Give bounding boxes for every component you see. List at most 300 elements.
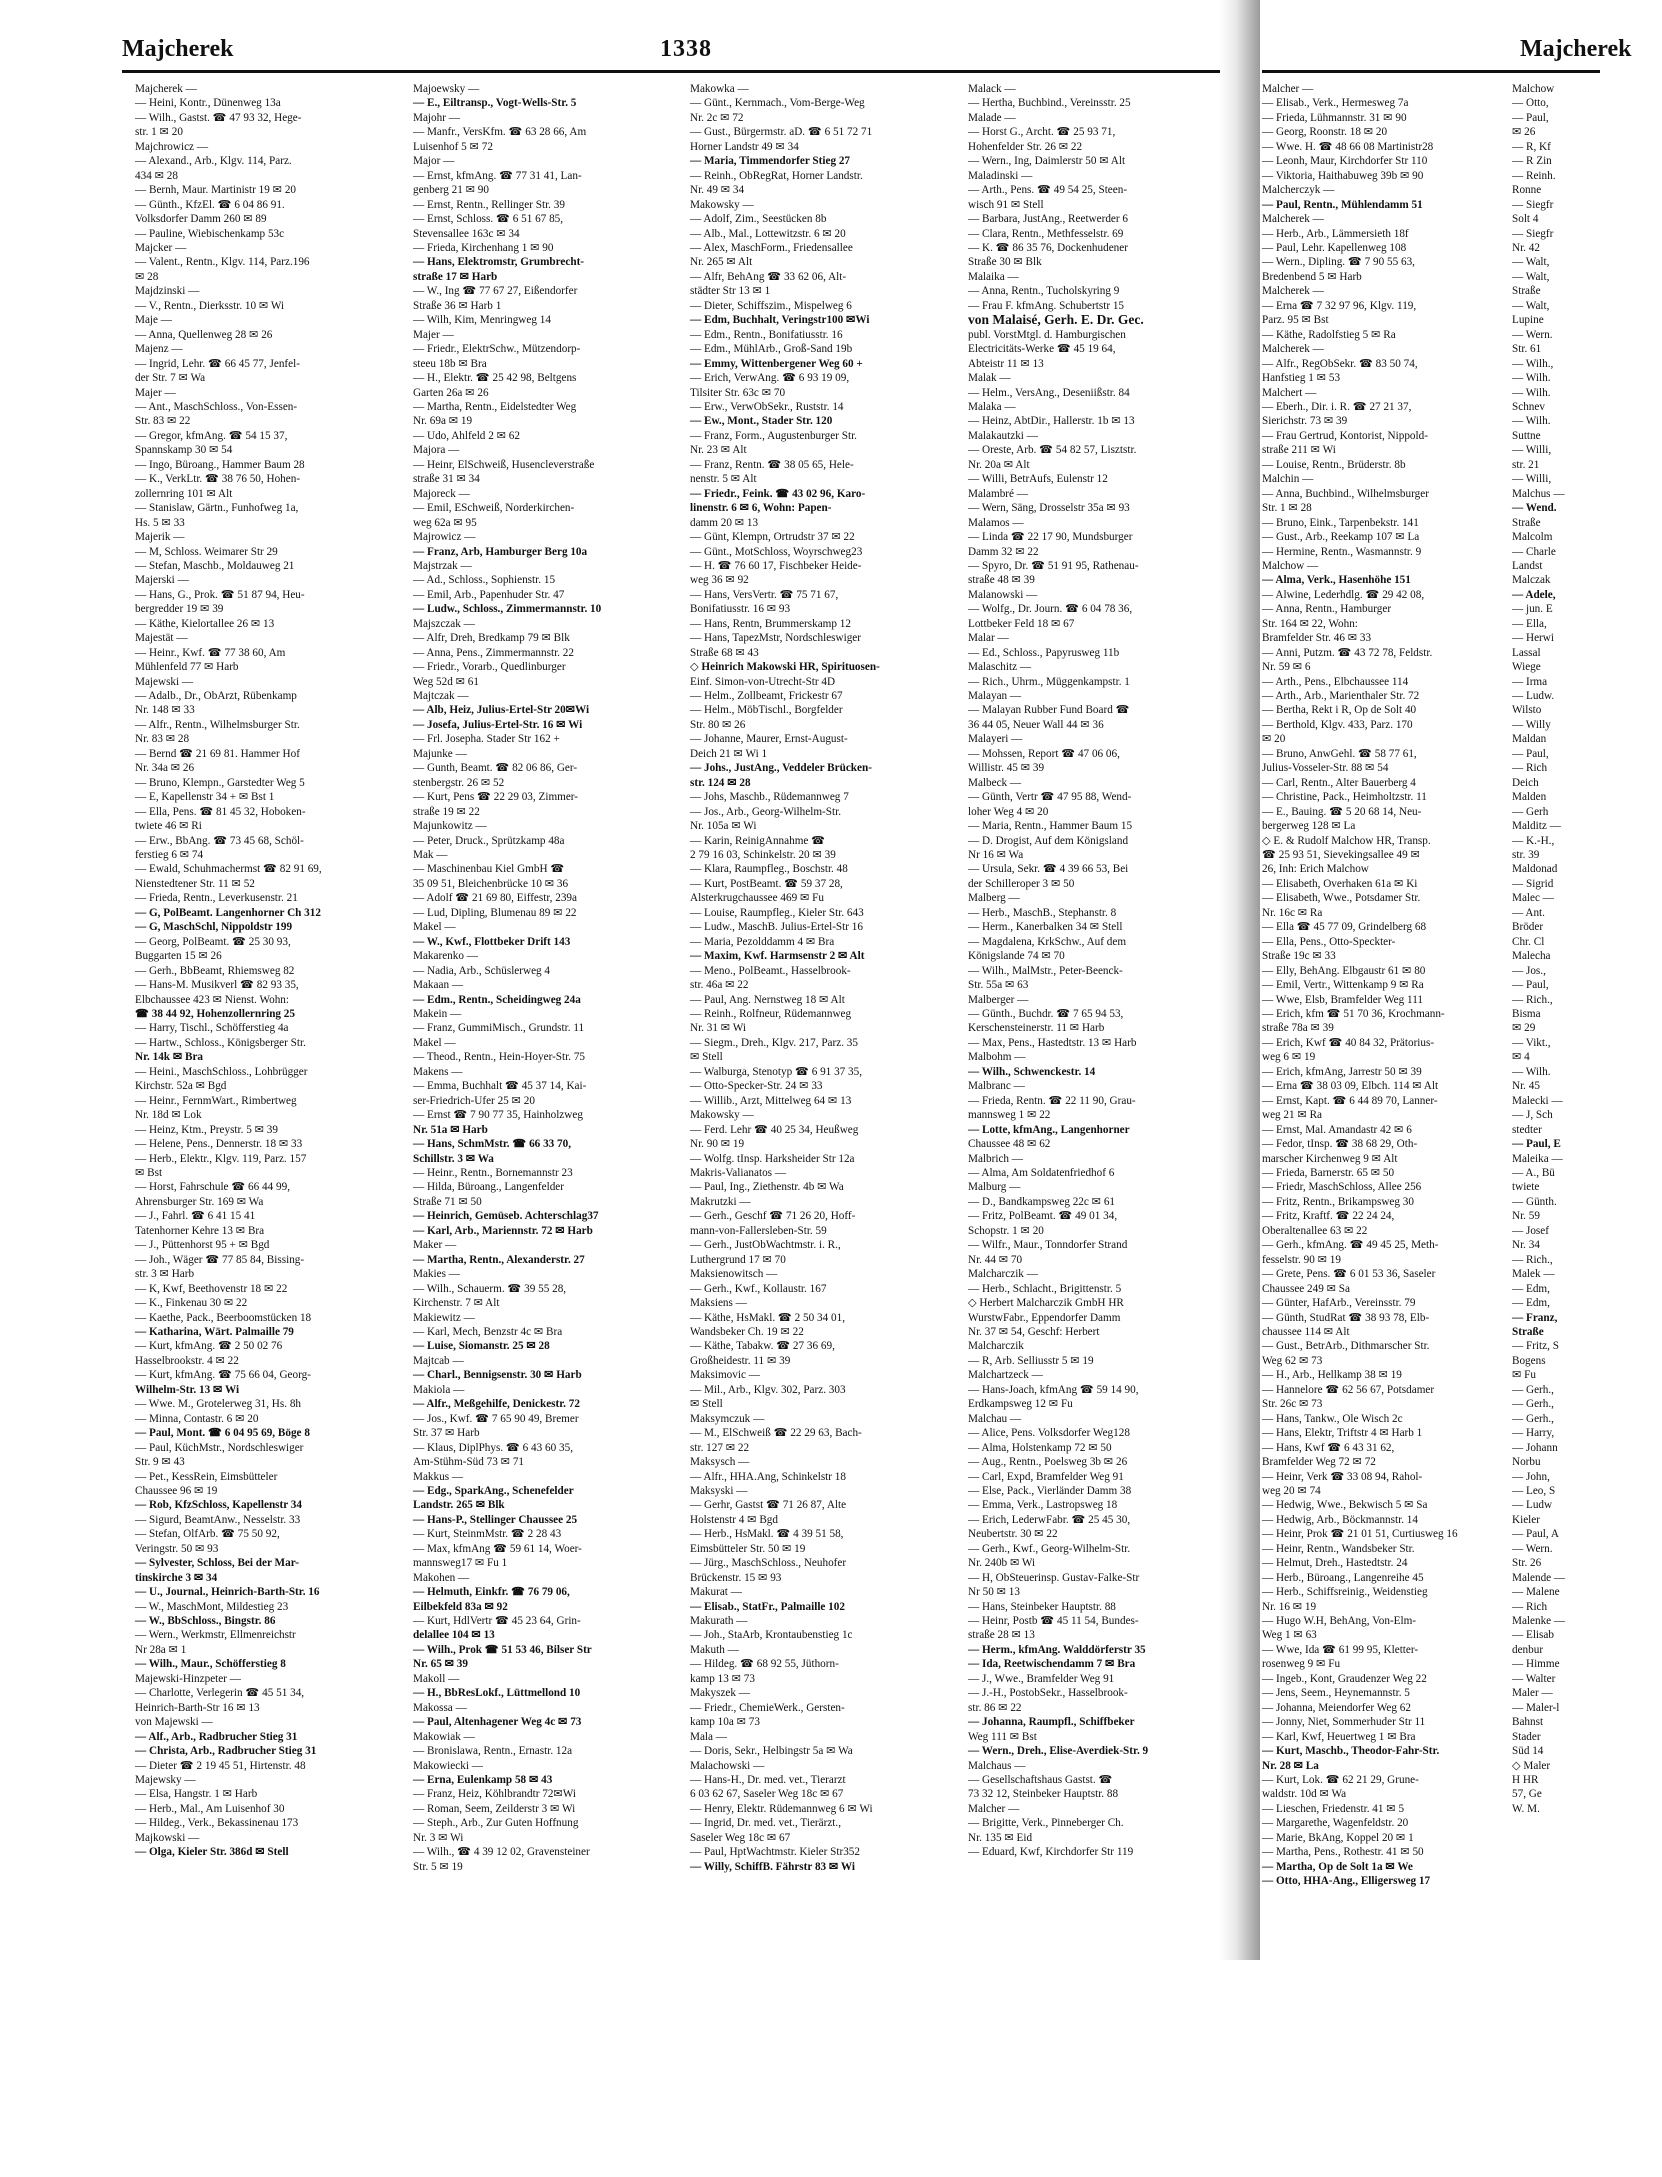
directory-entry-line: — Luise, Siomanstr. 25 ✉ 28: [413, 1340, 550, 1353]
directory-entry-line: — Kurt, kfmAng. ☎ 2 50 02 76: [135, 1340, 283, 1353]
directory-entry-line: — K. ☎ 86 35 76, Dockenhudener: [968, 241, 1128, 254]
directory-entry-line: str. 39: [1512, 849, 1540, 862]
directory-entry-line: — Karl, Kwf, Heuertweg 1 ✉ Bra: [1262, 1730, 1416, 1743]
directory-entry-line: — Karin, ReinigAnnahme ☎: [690, 834, 826, 847]
directory-entry-line: — Lotte, kfmAng., Langenhorner: [968, 1123, 1130, 1136]
directory-entry-line: — Willib., Arzt, Mittelweg 64 ✉ 13: [690, 1094, 852, 1107]
directory-entry-line: Nr. 44 ✉ 70: [968, 1253, 1023, 1266]
directory-entry-line: Malditz —: [1512, 820, 1561, 833]
directory-entry-line: — Fritz, Kraftf. ☎ 22 24 24,: [1262, 1210, 1395, 1223]
directory-entry-line: — Elisabeth, Overhaken 61a ✉ Ki: [1262, 877, 1418, 890]
directory-entry-line: — Heinr., Kwf. ☎ 77 38 60, Am: [135, 646, 286, 659]
directory-entry-line: Malchert —: [1262, 386, 1317, 399]
directory-entry-line: Maksyski —: [690, 1484, 748, 1497]
directory-entry-line: Nr. 59 ✉ 6: [1262, 661, 1311, 674]
directory-entry-line: — Rich.,: [1512, 993, 1553, 1006]
directory-entry-line: — jun. E: [1512, 603, 1553, 616]
directory-entry-line: Makiewitz —: [413, 1311, 475, 1324]
directory-entry-line: Horner Landstr 49 ✉ 34: [690, 140, 799, 153]
directory-entry-line: — Sigurd, BeamtAnw., Nesselstr. 33: [135, 1513, 301, 1526]
directory-entry-line: Majoreck —: [413, 487, 470, 500]
directory-entry-line: chaussee 114 ✉ Alt: [1262, 1325, 1350, 1338]
directory-entry-line: — G, MaschSchl, Nippoldstr 199: [135, 921, 293, 934]
directory-entry-line: weg 36 ✉ 92: [690, 574, 749, 587]
directory-entry-line: — R, Kf: [1512, 140, 1551, 153]
directory-entry-line: — Alma, Holstenkamp 72 ✉ 50: [968, 1441, 1112, 1454]
directory-entry-line: — Hans-P., Stellinger Chaussee 25: [413, 1513, 578, 1526]
directory-entry-line: — Alice, Pens. Volksdorfer Weg128: [968, 1427, 1130, 1440]
directory-entry-line: — Friedr, MaschSchloss, Allee 256: [1262, 1181, 1422, 1194]
directory-entry-line: — Theod., Rentn., Hein-Hoyer-Str. 75: [413, 1051, 586, 1064]
directory-entry-line: Makies —: [413, 1268, 460, 1281]
directory-entry-line: Makarenko —: [413, 950, 478, 963]
directory-entry-line: Tilsiter Str. 63c ✉ 70: [690, 386, 786, 399]
directory-entry-line: Nr. 14k ✉ Bra: [135, 1051, 204, 1064]
directory-entry-line: Nr 50 ✉ 13: [968, 1586, 1020, 1599]
directory-entry-line: H HR: [1512, 1774, 1539, 1787]
directory-entry-line: — Otto, HHA-Ang., Elligersweg 17: [1262, 1875, 1431, 1888]
directory-entry-line: — Willi,: [1512, 444, 1552, 457]
directory-entry-line: Str. 1 ✉ 28: [1262, 502, 1312, 515]
directory-entry-line: Schillstr. 3 ✉ Wa: [413, 1152, 494, 1165]
directory-entry-line: Nr. 135 ✉ Eid: [968, 1831, 1033, 1844]
directory-entry-line: Malanowski —: [968, 588, 1038, 601]
directory-entry-line: — Ant.: [1512, 906, 1545, 919]
directory-entry-line: str. 127 ✉ 22: [690, 1441, 750, 1454]
directory-entry-line: 35 09 51, Bleichenbrücke 10 ✉ 36: [413, 877, 569, 890]
directory-entry-line: Malchartzeck —: [968, 1369, 1043, 1382]
directory-entry-line: Majora —: [413, 444, 460, 457]
directory-entry-line: Mühlenfeld 77 ✉ Harb: [135, 661, 239, 674]
directory-entry-line: — Hildeg. ☎ 68 92 55, Jüthorn-: [690, 1658, 839, 1671]
directory-entry-line: ✉ Stell: [690, 1051, 723, 1064]
directory-entry-line: kamp 13 ✉ 73: [690, 1672, 755, 1685]
directory-entry-line: — Erich, VerwAng. ☎ 6 93 19 09,: [690, 372, 850, 385]
directory-entry-line: — Alma, Verk., Hasenhöhe 151: [1262, 574, 1411, 587]
directory-entry-line: Deich: [1512, 776, 1539, 789]
directory-entry-line: Nr. 16c ✉ Ra: [1262, 906, 1323, 919]
directory-entry-line: Makowsky —: [690, 198, 754, 211]
directory-entry-line: Malchow —: [1262, 559, 1319, 572]
directory-entry-line: — Charl., Bennigsenstr. 30 ✉ Harb: [413, 1369, 582, 1382]
directory-entry-line: — Wern., Ing, Daimlerstr 50 ✉ Alt: [968, 155, 1126, 168]
directory-entry-line: — Georg, Roonstr. 18 ✉ 20: [1262, 126, 1388, 139]
directory-entry-line: W. M.: [1512, 1802, 1540, 1815]
directory-entry-line: — Kurt, PostBeamt. ☎ 59 37 28,: [690, 877, 843, 890]
directory-entry-line: Maladinski —: [968, 169, 1033, 182]
directory-entry-line: — Helm., MöbTischl., Borgfelder: [690, 704, 843, 717]
directory-entry-line: — Anna, Pens., Zimmermannstr. 22: [413, 646, 574, 659]
directory-entry-line: Malcharczik: [968, 1340, 1024, 1353]
directory-entry-line: — Gunth, Beamt. ☎ 82 06 86, Ger-: [413, 762, 578, 775]
directory-entry-line: — Wern.: [1512, 1542, 1553, 1555]
directory-entry-line: Malachowski —: [690, 1759, 765, 1772]
directory-entry-line: — Ingo, Büroang., Hammer Baum 28: [135, 458, 305, 471]
directory-entry-line: Straße 68 ✉ 43: [690, 646, 759, 659]
directory-entry-line: — Paul, A: [1512, 1528, 1559, 1541]
directory-entry-line: — Rich., Uhrm., Müggenkampstr. 1: [968, 675, 1130, 688]
directory-entry-line: — Erich, kfmAng, Jarrestr 50 ✉ 39: [1262, 1065, 1422, 1078]
directory-entry-line: — Willi,: [1512, 473, 1552, 486]
directory-entry-line: Malbranc —: [968, 1080, 1025, 1093]
directory-entry-line: — Herb., Arb., Lämmersieth 18f: [1262, 227, 1409, 240]
directory-entry-line: Hasselbrookstr. 4 ✉ 22: [135, 1354, 239, 1367]
directory-entry-line: — Alex, MaschForm., Friedensallee: [690, 241, 853, 254]
directory-entry-line: Lassal: [1512, 646, 1541, 659]
directory-entry-line: — E., Bauing. ☎ 5 20 68 14, Neu-: [1262, 805, 1422, 818]
directory-entry-line: ✉ Bst: [135, 1166, 163, 1179]
directory-entry-line: — Günt., MotSchloss, Woyrschweg23: [690, 545, 863, 558]
directory-entry-line: — Maxim, Kwf. Harmsenstr 2 ✉ Alt: [690, 950, 865, 963]
directory-entry-line: Malburg —: [968, 1181, 1021, 1194]
directory-entry-line: str. 86 ✉ 22: [968, 1701, 1022, 1714]
directory-entry-line: twiete: [1512, 1181, 1540, 1194]
directory-entry-line: Str. 80 ✉ 26: [690, 718, 746, 731]
directory-entry-line: — Adele,: [1512, 588, 1556, 601]
directory-entry-line: Malcherek —: [1262, 343, 1324, 356]
directory-entry-line: — Käthe, Radolfstieg 5 ✉ Ra: [1262, 328, 1396, 341]
directory-entry-line: Malchus —: [1512, 487, 1565, 500]
directory-entry-line: rosenweg 9 ✉ Fu: [1262, 1658, 1341, 1671]
directory-entry-line: — Gerh.,: [1512, 1398, 1554, 1411]
directory-entry-line: — Frieda, Kirchenhang 1 ✉ 90: [413, 241, 554, 254]
directory-entry-line: — R Zin: [1512, 155, 1552, 168]
directory-entry-line: Maldonad: [1512, 863, 1558, 876]
directory-entry-line: publ. VorstMtgl. d. Hamburgischen: [968, 328, 1126, 341]
directory-entry-line: Malayeri —: [968, 733, 1023, 746]
directory-entry-line: — Willy, SchiffB. Fährstr 83 ✉ Wi: [690, 1860, 855, 1873]
directory-entry-line: Majewski-Hinzpeter —: [135, 1672, 241, 1685]
directory-entry-line: genberg 21 ✉ 90: [413, 184, 489, 197]
directory-entry-line: — Gregor, kfmAng. ☎ 54 15 37,: [135, 429, 288, 442]
directory-entry-line: — Brigitte, Verk., Pinneberger Ch.: [968, 1817, 1124, 1830]
directory-entry-line: — Gerh: [1512, 805, 1549, 818]
directory-entry-line: Weg 52d ✉ 61: [413, 675, 479, 688]
directory-entry-line: Malambré —: [968, 487, 1028, 500]
directory-entry-line: Nr. 240b ✉ Wi: [968, 1557, 1036, 1570]
directory-entry-line: — Hannelore ☎ 62 56 67, Potsdamer: [1262, 1383, 1435, 1396]
directory-entry-line: — Franz,: [1512, 1311, 1558, 1324]
directory-entry-line: weg 21 ✉ Ra: [1262, 1109, 1323, 1122]
directory-entry-line: — J., Püttenhorst 95 + ✉ Bgd: [135, 1239, 270, 1252]
directory-entry-line: — Dieter ☎ 2 19 45 51, Hirtenstr. 48: [135, 1759, 306, 1772]
directory-entry-line: — Rich: [1512, 1600, 1548, 1613]
directory-entry-line: — Elsa, Hangstr. 1 ✉ Harb: [135, 1788, 258, 1801]
directory-entry-line: — Eberh., Dir. i. R. ☎ 27 21 37,: [1262, 400, 1412, 413]
directory-entry-line: — Kurt, Pens ☎ 22 29 03, Zimmer-: [413, 791, 579, 804]
directory-entry-line: Bonifatiusstr. 16 ✉ 93: [690, 603, 791, 616]
directory-entry-line: — Gerh., Kwf., Georg-Wilhelm-Str.: [968, 1542, 1131, 1555]
directory-entry-line: stedter: [1512, 1123, 1542, 1136]
directory-entry-line: — Alfr., Rentn., Wilhelmsburger Str.: [135, 718, 300, 731]
directory-entry-line: — Berthold, Klgv. 433, Parz. 170: [1262, 718, 1413, 731]
directory-entry-line: — Wilh., Prok ☎ 51 53 46, Bilser Str: [413, 1643, 592, 1656]
directory-entry-line: Malbrich —: [968, 1152, 1023, 1165]
directory-entry-line: — Christa, Arb., Radbrucher Stieg 31: [135, 1745, 317, 1758]
directory-entry-line: Malcherczyk —: [1262, 184, 1335, 197]
directory-entry-line: Malar —: [968, 632, 1009, 645]
directory-entry-line: — E., Eiltransp., Vogt-Wells-Str. 5: [413, 97, 577, 110]
directory-entry-line: — Wilh.: [1512, 386, 1551, 399]
directory-entry-line: — Arth., Arb., Marienthaler Str. 72: [1262, 690, 1420, 703]
directory-entry-line: — Hans, VersVertr. ☎ 75 71 67,: [690, 588, 839, 601]
directory-entry-line: Nr. 28 ✉ La: [1262, 1759, 1319, 1772]
directory-entry-line: Königslande 74 ✉ 70: [968, 950, 1065, 963]
directory-entry-line: — Herm., Kanerbalken 34 ✉ Stell: [968, 921, 1123, 934]
directory-entry-line: Malack —: [968, 83, 1016, 95]
directory-entry-line: — K, Kwf, Beethovenstr 18 ✉ 22: [135, 1282, 288, 1295]
directory-entry-line: Malak —: [968, 372, 1011, 385]
directory-entry-line: — Otto-Specker-Str. 24 ✉ 33: [690, 1080, 823, 1093]
directory-entry-line: — Käthe, Tabakw. ☎ 27 36 69,: [690, 1340, 835, 1353]
directory-entry-line: — Friedr., Vorarb., Quedlinburger: [413, 661, 566, 674]
directory-entry-line: Neubertstr. 30 ✉ 22: [968, 1528, 1058, 1541]
facing-header-rule: [1262, 70, 1600, 73]
directory-entry-line: Einf. Simon-von-Utrecht-Str 4D: [690, 675, 836, 688]
directory-entry-line: — Paul, Mont. ☎ 6 04 95 69, Böge 8: [135, 1427, 310, 1440]
directory-entry-line: — M., ElSchweiß ☎ 22 29 63, Bach-: [690, 1427, 862, 1440]
directory-entry-line: — H., Elektr. ☎ 25 42 98, Beltgens: [413, 372, 577, 385]
directory-entry-line: Luisenhof 5 ✉ 72: [413, 140, 493, 153]
directory-entry-line: Nr 28a ✉ 1: [135, 1643, 187, 1656]
directory-entry-line: — Leonh, Maur, Kirchdorfer Str 110: [1262, 155, 1428, 168]
directory-entry-line: Makel —: [413, 1036, 456, 1049]
directory-entry-line: Willistr. 45 ✉ 39: [968, 762, 1045, 775]
directory-entry-line: — Paul,: [1512, 111, 1549, 124]
directory-entry-line: Makowiak —: [413, 1730, 475, 1743]
directory-entry-line: Ahrensburger Str. 169 ✉ Wa: [135, 1195, 264, 1208]
directory-entry-line: — Gust., BetrArb., Dithmarscher Str.: [1262, 1340, 1430, 1353]
directory-entry-line: — Anni, Putzm. ☎ 43 72 78, Feldstr.: [1262, 646, 1433, 659]
directory-entry-line: Erdkampsweg 12 ✉ Fu: [968, 1398, 1073, 1411]
directory-entry-line: — Heinr, Postb ☎ 45 11 54, Bundes-: [968, 1615, 1139, 1628]
directory-entry-line: Majestät —: [135, 632, 188, 645]
directory-entry-line: — Malayan Rubber Fund Board ☎: [968, 704, 1130, 717]
directory-entry-line: — Alfr., RegObSekr. ☎ 83 50 74,: [1262, 357, 1418, 370]
directory-entry-line: — Willy: [1512, 718, 1551, 731]
directory-entry-line: Volksdorfer Damm 260 ✉ 89: [135, 213, 267, 226]
directory-entry-line: — J., Fahrl. ☎ 6 41 15 41: [135, 1210, 256, 1223]
directory-entry-line: — Nadia, Arb., Schüslerweg 4: [413, 964, 551, 977]
directory-entry-line: Str. 9 ✉ 43: [135, 1456, 185, 1469]
directory-column-4: [968, 82, 1236, 1932]
directory-entry-line: — Heinr, Verk ☎ 33 08 94, Rahol-: [1262, 1470, 1423, 1483]
directory-entry-line: Nr. 90 ✉ 19: [690, 1138, 745, 1151]
directory-entry-line: Majer —: [135, 386, 176, 399]
directory-entry-line: Alsterkrugchaussee 469 ✉ Fu: [690, 892, 824, 905]
directory-entry-line: — Bernh, Maur. Martinistr 19 ✉ 20: [135, 184, 297, 197]
page-header: [122, 36, 1222, 70]
directory-entry-line: — U., Journal., Heinrich-Barth-Str. 16: [135, 1586, 320, 1599]
directory-entry-line: Nr. 42: [1512, 241, 1540, 254]
directory-entry-line: marscher Kirchenweg 9 ✉ Alt: [1262, 1152, 1398, 1165]
running-head-name: Majcherek: [122, 36, 234, 62]
directory-entry-line: Eimsbütteler Str. 50 ✉ 19: [690, 1542, 806, 1555]
directory-entry-line: — Wilh., ☎ 4 39 12 02, Gravensteiner: [413, 1846, 590, 1859]
directory-entry-line: — Spyro, Dr. ☎ 51 91 95, Rathenau-: [968, 559, 1139, 572]
directory-entry-line: — Louise, Raumpfleg., Kieler Str. 643: [690, 906, 864, 919]
directory-entry-line: — Maria, Timmendorfer Stieg 27: [690, 155, 851, 168]
directory-entry-line: Malende —: [1512, 1571, 1566, 1584]
directory-entry-line: — Anna, Buchbind., Wilhelmsburger: [1262, 487, 1429, 500]
directory-entry-line: Major —: [413, 155, 455, 168]
directory-entry-line: Malchin —: [1262, 473, 1314, 486]
directory-entry-line: Bahnst: [1512, 1716, 1544, 1729]
directory-entry-line: Nr. 148 ✉ 33: [135, 704, 195, 717]
directory-entry-line: — Jos., Kwf. ☎ 7 65 90 49, Bremer: [413, 1412, 579, 1425]
directory-entry-line: — Johanne, Maurer, Ernst-August-: [690, 733, 848, 746]
facing-running-head: Majcherek: [1520, 36, 1632, 62]
directory-entry-line: 57, Ge: [1512, 1788, 1542, 1801]
directory-entry-line: — Edm., Rentn., Scheidingweg 24a: [413, 993, 581, 1006]
directory-entry-line: Makyszek —: [690, 1687, 750, 1700]
directory-entry-line: ✉ 28: [135, 270, 159, 283]
directory-entry-line: delallee 104 ✉ 13: [413, 1629, 495, 1642]
directory-entry-line: Nr. 23 ✉ Alt: [690, 444, 747, 457]
directory-entry-line: — Katharina, Wärt. Palmaille 79: [135, 1325, 294, 1338]
directory-entry-line: Makaan —: [413, 979, 464, 992]
directory-entry-line: — Jürg., MaschSchloss., Neuhofer: [690, 1557, 847, 1570]
directory-entry-line: Majcker —: [135, 241, 187, 254]
directory-entry-line: — Edm,: [1512, 1282, 1550, 1295]
directory-entry-line: weg 20 ✉ 74: [1262, 1484, 1321, 1497]
directory-entry-line: der Str. 7 ✉ Wa: [135, 372, 206, 385]
directory-entry-line: — Otto,: [1512, 97, 1549, 110]
directory-entry-line: — Irma: [1512, 675, 1548, 688]
directory-entry-line: — Wwe. M., Grotelerweg 31, Hs. 8h: [135, 1398, 302, 1411]
directory-entry-line: — Hans-M. Musikverl ☎ 82 93 35,: [135, 979, 299, 992]
directory-entry-line: — Herm., kfmAng. Walddörferstr 35: [968, 1643, 1146, 1656]
directory-entry-line: — Franz, Rentn. ☎ 38 05 65, Hele-: [690, 458, 854, 471]
directory-entry-line: städter Str 13 ✉ 1: [690, 285, 771, 298]
directory-entry-line: ✉ 20: [1262, 733, 1286, 746]
directory-entry-line: ◇ E. & Rudolf Malchow HR, Transp.: [1262, 834, 1431, 847]
directory-entry-line: Süd 14: [1512, 1745, 1544, 1758]
directory-entry-line: — Wwe, Ida ☎ 61 99 95, Kletter-: [1262, 1643, 1419, 1656]
directory-entry-line: Solt 4: [1512, 213, 1539, 226]
directory-entry-line: ◇ Heinrich Makowski HR, Spirituosen-: [690, 661, 880, 674]
directory-entry-line: — Kaethe, Pack., Beerboomstücken 18: [135, 1311, 312, 1324]
directory-entry-line: — Helmuth, Einkfr. ☎ 76 79 06,: [413, 1586, 570, 1599]
directory-entry-line: Chaussee 96 ✉ 19: [135, 1484, 218, 1497]
directory-entry-line: — Wilh, Kim, Menringweg 14: [413, 314, 551, 327]
directory-entry-line: Malberger —: [968, 993, 1029, 1006]
directory-entry-line: — Alb., Mal., Lottewitzstr. 6 ✉ 20: [690, 227, 846, 240]
directory-entry-line: Lupine: [1512, 314, 1544, 327]
directory-entry-line: — Heinr., FernmWart., Rimbertweg: [135, 1094, 297, 1107]
directory-entry-line: — Malene: [1512, 1586, 1560, 1599]
directory-entry-line: — Arth., Pens., Elbchaussee 114: [1262, 675, 1409, 688]
directory-entry-line: — Lud, Dipling, Blumenau 89 ✉ 22: [413, 906, 577, 919]
directory-entry-line: Abteistr 11 ✉ 13: [968, 357, 1044, 370]
directory-entry-line: Weg 111 ✉ Bst: [968, 1730, 1037, 1743]
directory-entry-line: — Stefan, Maschb., Moldauweg 21: [135, 559, 295, 572]
directory-entry-line: — Herb., Büroang., Langenreihe 45: [1262, 1571, 1424, 1584]
directory-entry-line: — Emil, Vertr., Wittenkamp 9 ✉ Ra: [1262, 979, 1424, 992]
directory-entry-line: — Hedwig, Arb., Böckmannstr. 14: [1262, 1513, 1418, 1526]
directory-entry-line: — Wilh.,: [1512, 357, 1554, 370]
directory-entry-line: — Reinh., Rolfneur, Rüdemannweg: [690, 1008, 852, 1020]
directory-entry-line: — Fritz, PolBeamt. ☎ 49 01 34,: [968, 1210, 1118, 1223]
directory-entry-line: Malbohm —: [968, 1051, 1026, 1064]
directory-entry-line: — Heinz, AbtDir., Hallerstr. 1b ✉ 13: [968, 415, 1135, 428]
directory-entry-line: — Hans, Elektr, Triftstr 4 ✉ Harb 1: [1262, 1427, 1423, 1440]
facing-column-2: [1512, 82, 1662, 1932]
directory-entry-line: — R, Arb. Selliusstr 5 ✉ 19: [968, 1354, 1094, 1367]
directory-entry-line: Ronne: [1512, 184, 1542, 197]
directory-entry-line: — Vikt.,: [1512, 1036, 1551, 1049]
directory-entry-line: — Herb., Elektr., Klgv. 119, Parz. 157: [135, 1152, 307, 1165]
directory-entry-line: straße 31 ✉ 34: [413, 473, 480, 486]
directory-entry-line: — Ludw.: [1512, 690, 1555, 703]
directory-entry-line: — Adalb., Dr., ObArzt, Rübenkamp: [135, 690, 297, 703]
directory-entry-line: — Heinz, Ktm., Preystr. 5 ✉ 39: [135, 1123, 278, 1136]
directory-entry-line: 26, Inh: Erich Malchow: [1262, 863, 1369, 876]
directory-entry-line: Veringstr. 50 ✉ 93: [135, 1542, 219, 1555]
directory-entry-line: — Elisab., Verk., Hermesweg 7a: [1262, 97, 1409, 110]
directory-entry-line: Malaika —: [968, 270, 1019, 283]
directory-entry-line: — Max, Pens., Hastedtstr. 13 ✉ Harb: [968, 1036, 1137, 1049]
directory-entry-line: — Hedwig, Wwe., Bekwisch 5 ✉ Sa: [1262, 1499, 1428, 1512]
directory-entry-line: — Else, Pack., Vierländer Damm 38: [968, 1484, 1132, 1497]
directory-entry-line: str. 1 ✉ 20: [135, 126, 183, 139]
directory-entry-line: — Friedr., Feink. ☎ 43 02 96, Karo-: [690, 487, 866, 500]
directory-entry-line: — Alfr, BehAng ☎ 33 62 06, Alt-: [690, 270, 847, 283]
directory-entry-line: Maksymczuk —: [690, 1412, 765, 1425]
directory-entry-line: Bramfelder Str. 46 ✉ 33: [1262, 632, 1372, 645]
directory-entry-line: — Paul, HptWachtmstr. Kieler Str352: [690, 1846, 860, 1859]
directory-entry-line: Str. 37 ✉ Harb: [413, 1427, 480, 1440]
directory-entry-line: Majer —: [413, 328, 454, 341]
directory-entry-line: — Hugo W.H, BehAng, Von-Elm-: [1262, 1615, 1417, 1628]
directory-entry-line: straße 48 ✉ 39: [968, 574, 1035, 587]
directory-entry-line: ☎ 25 93 51, Sievekingsallee 49 ✉: [1262, 849, 1420, 862]
directory-entry-line: — Marie, BkAng, Koppel 20 ✉ 1: [1262, 1831, 1414, 1844]
directory-entry-line: — Karl, Mech, Benzstr 4c ✉ Bra: [413, 1325, 563, 1338]
directory-entry-line: Malec —: [1512, 892, 1554, 905]
directory-entry-line: — Günth, StudRat ☎ 38 93 78, Elb-: [1262, 1311, 1430, 1324]
directory-entry-line: Electricitäts-Werke ☎ 45 19 64,: [968, 343, 1116, 356]
directory-entry-line: Nr. 65 ✉ 39: [413, 1658, 468, 1671]
directory-entry-line: — Magdalena, KrkSchw., Auf dem: [968, 935, 1127, 948]
directory-entry-line: — Carl, Rentn., Alter Bauerberg 4: [1262, 776, 1416, 789]
directory-entry-line: — Gerh., JustObWachtmstr. i. R.,: [690, 1239, 841, 1252]
directory-entry-line: Str. 26: [1512, 1557, 1542, 1570]
directory-entry-line: — Louise, Rentn., Brüderstr. 8b: [1262, 458, 1406, 471]
directory-entry-line: Parz. 95 ✉ Bst: [1262, 314, 1329, 327]
directory-entry-line: Makossa —: [413, 1701, 467, 1714]
directory-entry-line: mann-von-Fallersleben-Str. 59: [690, 1224, 827, 1237]
directory-entry-line: — Wern., Dipling. ☎ 7 90 55 63,: [1262, 256, 1415, 269]
directory-entry-line: — Siegfr: [1512, 198, 1554, 211]
directory-entry-line: — Franz, Form., Augustenburger Str.: [690, 429, 857, 442]
directory-entry-line: Norbu: [1512, 1456, 1541, 1469]
directory-entry-line: — Johs., JustAng., Veddeler Brücken-: [690, 762, 872, 775]
directory-entry-line: — Walt,: [1512, 299, 1550, 312]
directory-entry-line: 73 32 12, Steinbeker Hauptstr. 88: [968, 1788, 1119, 1801]
directory-entry-line: — Ernst, Rentn., Rellinger Str. 39: [413, 198, 565, 211]
directory-entry-line: Wiege: [1512, 661, 1541, 674]
directory-entry-line: bergredder 19 ✉ 39: [135, 603, 224, 616]
directory-entry-line: — Wend.: [1512, 502, 1557, 515]
directory-entry-line: Oberaltenallee 63 ✉ 22: [1262, 1224, 1368, 1237]
directory-entry-line: weg 6 ✉ 19: [1262, 1051, 1316, 1064]
directory-entry-line: Nienstedtener Str. 11 ✉ 52: [135, 877, 255, 890]
directory-entry-line: von Majewski —: [135, 1716, 213, 1729]
directory-entry-line: — Alma, Am Soldatenfriedhof 6: [968, 1166, 1115, 1179]
directory-entry-line: Kerschensteinerstr. 11 ✉ Harb: [968, 1022, 1105, 1035]
directory-entry-line: 36 44 05, Neuer Wall 44 ✉ 36: [968, 718, 1104, 731]
